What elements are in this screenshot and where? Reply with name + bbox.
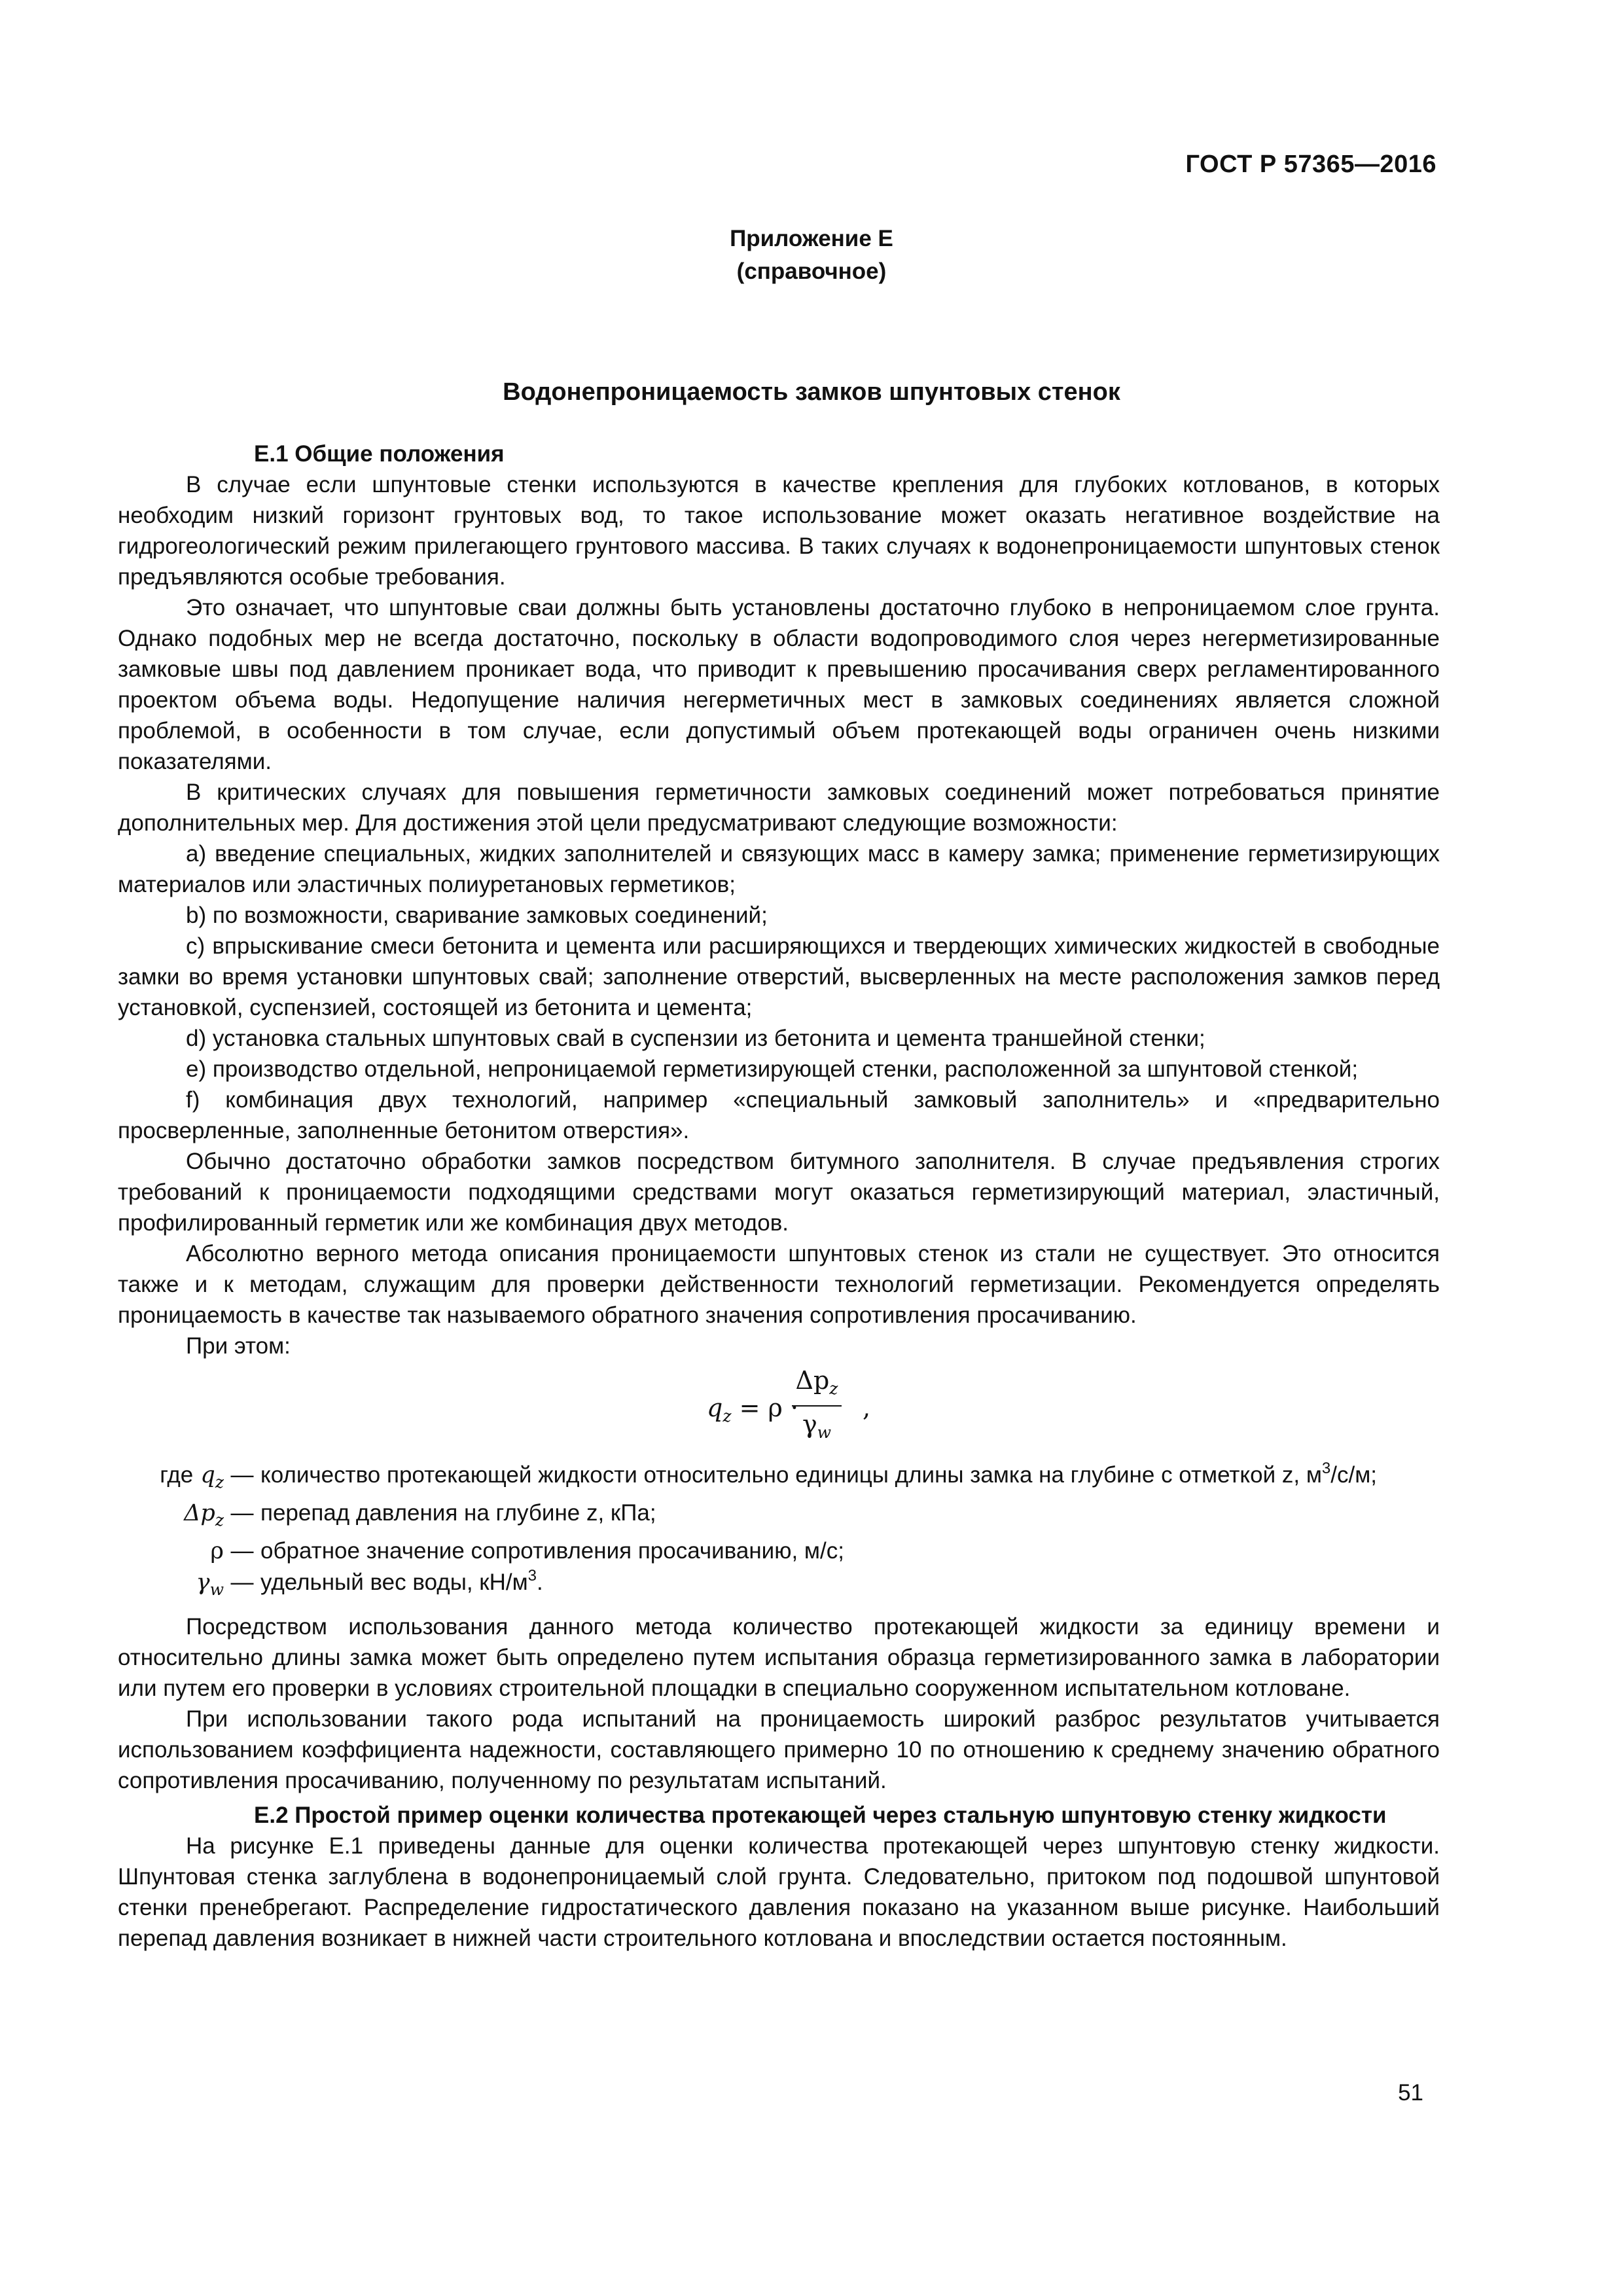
list-item-a: a) введение специальных, жидких заполнителей и связующих масс в камеру замка; применение герметизирующих материалов или эластичных полиуретановых герметиков; — [118, 841, 1440, 897]
paragraph: Это означает, что шпунтовые сваи должны быть установлены достаточно глубоко в непроницаемом слое грунта. Однако подобных мер не всегда достаточно, поскольку в области водопроводимого слоя через негерметизированные замковые швы под давлением проникает вода, что приводит к превышению просачивания сверх регламентированного проектом объема воды. Недопущение наличия негерметичных мест в замковых соединениях является сложной проблемой, в особенности в том случае, если допустимый объем протекающей воды ограничен очень низкими показателями. — [118, 595, 1440, 774]
list-item-e: e) производство отдельной, непроницаемой герметизирующей стенки, расположенной за шпунтовой стенкой; — [186, 1056, 1359, 1082]
definition-symbol: $\Delta p_z$ — [184, 1500, 224, 1530]
definition-text: количество протекающей жидкости относительно единицы длины замка на глубине с отметкой z, $м^3/с/м$; — [260, 1460, 1377, 1488]
definition-text: обратное значение сопротивления просачиванию, м/с; — [260, 1538, 844, 1564]
appendix-title: Водонепроницаемость замков шпунтовых стенок — [503, 378, 1120, 406]
formula-denominator: $\gamma_w$ — [802, 1410, 832, 1442]
paragraph: При использовании такого рода испытаний на проницаемость широкий разброс результатов учитывается использованием коэффициента надежности, составляющего примерно 10 по отношению к среднему значению обратного сопротивления просачиванию, полученному по результатам испытаний. — [118, 1706, 1440, 1793]
document-number: ГОСТ Р 57365—2016 — [1185, 151, 1436, 178]
list-item-d: d) установка стальных шпунтовых свай в суспензии из бетонита и цемента траншейной стенки; — [186, 1026, 1205, 1051]
definitions-list — [118, 1460, 1440, 1605]
definition-symbol: где $q_z$ — [160, 1462, 224, 1492]
definition-symbol: $\gamma_w$ — [196, 1570, 224, 1599]
section-1-heading: Е.1 Общие положения — [254, 441, 505, 467]
definition-text: удельный вес воды, $кН/м^3$. — [260, 1567, 543, 1595]
list-item-f: f) комбинация двух технологий, например «специальный замковый заполнитель» и «предварительно просверленные, заполненные бетонитом отверстия». — [118, 1087, 1440, 1143]
page-number: 51 — [1398, 2080, 1423, 2106]
list-item-b: b) по возможности, сваривание замковых соединений; — [186, 903, 768, 928]
formula-comma: , — [863, 1393, 871, 1422]
paragraph: В критических случаях для повышения герметичности замковых соединений может потребоваться принятие дополнительных мер. Для достижения этой цели предусматривают следующие возможности: — [118, 780, 1440, 836]
paragraph: Посредством использования данного метода количество протекающей жидкости за единицу времени и относительно длины замка может быть определено путем испытания образца герметизированного замка в лаборатории или путем его проверки в условиях строительной площадки в специально сооруженном испытательном котловане. — [118, 1614, 1440, 1701]
paragraph: При этом: — [186, 1333, 291, 1359]
formula-permeability — [118, 1361, 1440, 1460]
paragraph: В случае если шпунтовые стенки используются в качестве крепления для глубоких котлованов, в которых необходим низкий горизонт грунтовых вод, то такое использование может оказать негативное воздействие на гидрогеологический режим прилегающего грунтового массива. В таких случаях к водонепроницаемости шпунтовых стенок предъявляются особые требования. — [118, 472, 1440, 590]
list-item-c: c) впрыскивание смеси бетонита и цемента или расширяющихся и твердеющих химических жидкостей в свободные замки во время установки шпунтовых свай; заполнение отверстий, высверленных на месте расположения замков перед установкой, суспензией, состоящей из бетонита и цемента; — [118, 933, 1440, 1020]
appendix-type: (справочное) — [736, 259, 887, 284]
definition-row: $\gamma_w$ — удельный вес воды, $кН/м^3$. — [118, 1567, 1440, 1605]
section-2-heading: Е.2 Простой пример оценки количества протекающей через стальную шпунтовую стенку жидкости — [254, 1803, 1387, 1828]
document-body — [118, 439, 1440, 1954]
formula-fraction — [774, 1365, 859, 1448]
appendix-label: Приложение Е — [730, 226, 893, 251]
paragraph: Обычно достаточно обработки замков посредством битумного заполнителя. В случае предъявления строгих требований к проницаемости подходящими средствами могут оказаться герметизирующий материал, эластичный, профилированный герметик или же комбинация двух методов. — [118, 1149, 1440, 1236]
definition-row: $\Delta p_z$ — перепад давления на глубине z, кПа; — [118, 1498, 1440, 1535]
paragraph: Абсолютно верного метода описания проницаемости шпунтовых стенок из стали не существует. Это относится также и к методам, служащим для проверки действенности технологий герметизации. Рекомендуется определять проницаемость в качестве так называемого обратного значения сопротивления просачиванию. — [118, 1241, 1440, 1328]
paragraph: На рисунке Е.1 приведены данные для оценки количества протекающей через шпунтовую стенку жидкости. Шпунтовая стенка заглублена в водонепроницаемый слой грунта. Следовательно, притоком под подошвой шпунтовой стенки пренебрегают. Распределение гидростатического давления показано на указанном выше рисунке. Наибольший перепад давления возникает в нижней части строительного котлована и впоследствии остается постоянным. — [118, 1833, 1440, 1951]
definition-row: где $q_z$ — количество протекающей жидкости относительно единицы длины замка на глубине с отметкой z, $м^3/с/м$; — [118, 1460, 1440, 1498]
definition-row: ρ — обратное значение сопротивления просачиванию, м/с; — [118, 1535, 1440, 1567]
formula-numerator: $\Delta p_z$ — [792, 1365, 842, 1407]
definition-text: перепад давления на глубине z, кПа; — [260, 1500, 656, 1526]
formula-lhs: $q_z = \rho$ · — [707, 1393, 799, 1426]
definition-symbol: ρ — [210, 1538, 224, 1564]
